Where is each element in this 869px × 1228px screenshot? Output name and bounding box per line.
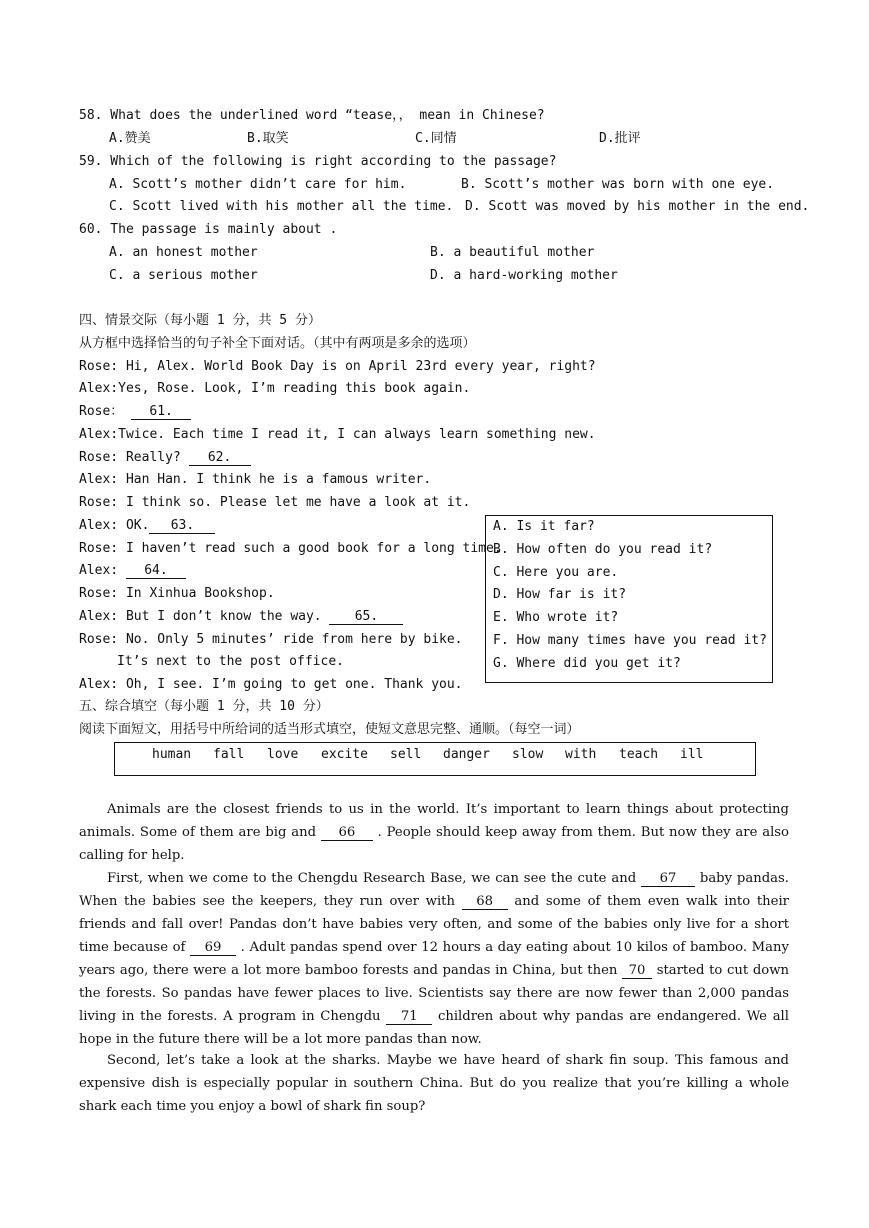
word-box — [114, 742, 756, 776]
word-item: ill — [680, 747, 704, 762]
q58-option-d: D.批评 — [599, 131, 641, 146]
section4-instruction: 从方框中选择恰当的句子补全下面对话。（其中有两项是多余的选项） — [79, 336, 476, 351]
dialogue-line: Rose: Hi, Alex. World Book Day is on April 23rd every year, right? — [79, 359, 596, 374]
dialogue-speaker: Rose： — [79, 404, 132, 419]
blank-66[interactable]: 66 — [321, 826, 373, 841]
word-item: excite — [321, 747, 368, 762]
blank-64[interactable]: 64. — [126, 564, 186, 579]
q59-option-a: A. Scott’s mother didn’t care for him. — [109, 177, 407, 192]
dialogue-line — [79, 450, 251, 466]
word-item: danger — [443, 747, 490, 762]
blank-62[interactable]: 62. — [189, 451, 251, 466]
choice-option-d: D. How far is it? — [493, 587, 627, 602]
dialogue-line — [79, 404, 191, 420]
passage-paragraph-1: Animals are the closest friends to us in the world. It’s important to learn things about protecting animals. Some of them are big and 66 . People should keep away from them. But now they are also calling for help. — [79, 802, 789, 863]
blank-69[interactable]: 69 — [190, 941, 236, 956]
dialogue-line — [79, 609, 403, 625]
dialogue-line: Rose: In Xinhua Bookshop. — [79, 586, 275, 601]
word-item: teach — [619, 747, 659, 762]
dialogue-speaker: Alex: But I don’t know the way. — [79, 609, 330, 624]
blank-63[interactable]: 63. — [149, 519, 215, 534]
q58-stem: 58. What does the underlined word “tease，， mean in Chinese? — [79, 108, 545, 123]
dialogue-line: Rose: No. Only 5 minutes’ ride from here by bike. — [79, 632, 463, 647]
dialogue-line: Rose: I haven’t read such a good book for a long time. — [79, 541, 502, 556]
dialogue-line — [79, 518, 215, 534]
q59-option-c: C. Scott lived with his mother all the time. — [109, 199, 454, 214]
q59-stem: 59. Which of the following is right according to the passage? — [79, 154, 557, 169]
section5-instruction: 阅读下面短文，用括号中所给词的适当形式填空，使短文意思完整、通顺。（每空一词） — [79, 722, 580, 737]
blank-65[interactable]: 65. — [329, 610, 403, 625]
section5-heading: 五、综合填空（每小题 1 分，共 10 分） — [79, 699, 329, 714]
blank-71[interactable]: 71 — [386, 1010, 432, 1025]
passage-paragraph-3: Second, let’s take a look at the sharks. Maybe we have heard of shark fin soup. This famous and expensive dish is especially popular in southern China. But do you realize that you’re killing a whole shark each time you enjoy a bowl of shark fin soup? — [79, 1053, 789, 1114]
dialogue-line: Alex: Oh, I see. I’m going to get one. Thank you. — [79, 677, 463, 692]
q59-option-d: D. Scott was moved by his mother in the end. — [465, 199, 810, 214]
q60-option-a: A. an honest mother — [109, 245, 258, 260]
blank-67[interactable]: 67 — [641, 872, 695, 887]
section4-heading: 四、情景交际（每小题 1 分，共 5 分） — [79, 313, 321, 328]
blank-61[interactable]: 61. — [131, 405, 191, 420]
word-item: fall — [213, 747, 245, 762]
choice-option-a: A. Is it far? — [493, 519, 595, 534]
blank-68[interactable]: 68 — [462, 895, 508, 910]
dialogue-line: Rose: I think so. Please let me have a look at it. — [79, 495, 471, 510]
q60-option-b: B. a beautiful mother — [430, 245, 595, 260]
word-item: love — [267, 747, 299, 762]
word-item: with — [565, 747, 597, 762]
q60-option-c: C. a serious mother — [109, 268, 258, 283]
dialogue-speaker: Alex: OK. — [79, 518, 150, 533]
q60-option-d: D. a hard-working mother — [430, 268, 618, 283]
choice-option-f: F. How many times have you read it? — [493, 633, 767, 648]
dialogue-line: Alex: Han Han. I think he is a famous writer. — [79, 472, 432, 487]
dialogue-speaker: Rose: Really? — [79, 450, 189, 465]
q58-option-c: C.同情 — [415, 131, 457, 146]
dialogue-speaker: Alex: — [79, 563, 126, 578]
dialogue-line — [79, 563, 186, 579]
choice-option-c: C. Here you are. — [493, 565, 619, 580]
choice-option-b: B. How often do you read it? — [493, 542, 713, 557]
passage-paragraph-2: First, when we come to the Chengdu Research Base, we can see the cute and 67 baby pandas. When the babies see the keepers, they run over with 68 and some of them even walk into their friends and fall over! Pandas don’t have babies very often, and some of the babies only live for a short time because of 69 . Adult pandas spend over 12 hours a day eating about 10 kilos of bamboo. Many years ago, there were a lot more bamboo forests and pandas in China, but then 70 started to cut down the forests. So pandas have fewer places to live. Scientists say there are now fewer than 2,000 pandas living in the forests. A program in Chengdu 71 children about why pandas are endangered. We all hope in the future there will be a lot more pandas than now. — [79, 871, 789, 1047]
q58-option-a: A.赞美 — [109, 131, 151, 146]
dialogue-line: Alex:Twice. Each time I read it, I can always learn something new. — [79, 427, 596, 442]
q60-stem: 60. The passage is mainly about . — [79, 222, 338, 237]
q58-option-b: B.取笑 — [247, 131, 289, 146]
word-item: slow — [512, 747, 544, 762]
dialogue-line: It’s next to the post office. — [117, 654, 344, 669]
choice-option-g: G. Where did you get it? — [493, 656, 681, 671]
blank-70[interactable]: 70 — [622, 964, 652, 979]
word-item: human — [152, 747, 192, 762]
q59-option-b: B. Scott’s mother was born with one eye. — [461, 177, 775, 192]
word-item: sell — [390, 747, 422, 762]
dialogue-line: Alex:Yes, Rose. Look, I’m reading this book again. — [79, 381, 471, 396]
choice-option-e: E. Who wrote it? — [493, 610, 619, 625]
